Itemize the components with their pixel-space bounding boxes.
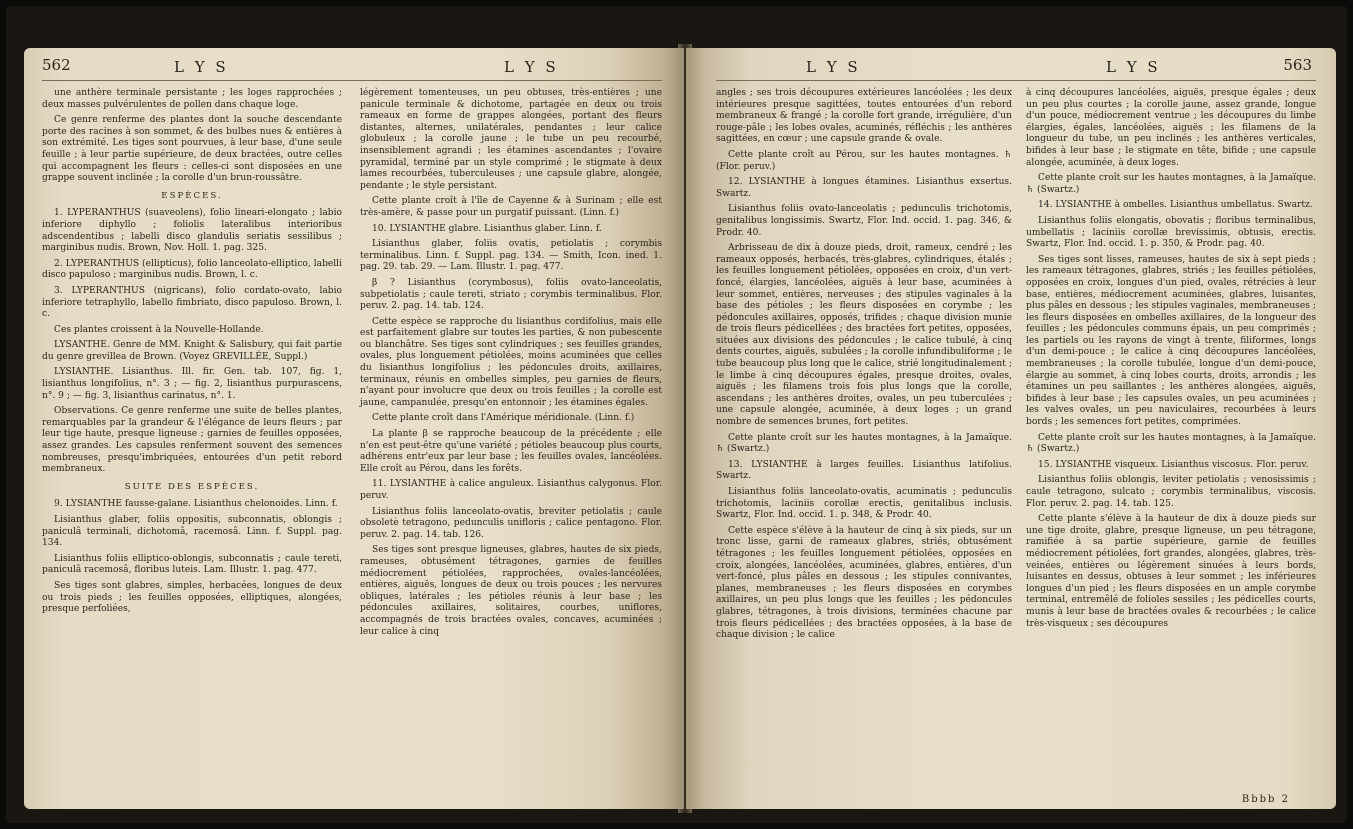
paragraph: Cette plante croît à l'île de Cayenne & à Surinam ; elle est très-amère, & passe pour un purgatif puissant. (Linn. f.) bbox=[360, 196, 662, 218]
right-page-number: 563 bbox=[1283, 56, 1312, 74]
paragraph: Ce genre renferme des plantes dont la souche descendante porte des racines à son sommet, & des bulbes nues & entières à son extrémité. Les tiges sont pourvues, à leur base, d'une seule feuille ; à leur partie supérieure, de deux bractées, outre celles qui accompagnent les fleurs : celles-ci sont disposées en une grappe souvent inclinée ; la corolle d'un brun-roussâtre. bbox=[42, 115, 342, 184]
paragraph: Observations. Ce genre renferme une suite de belles plantes, remarquables par la grandeur & l'élégance de leurs fleurs ; par leur tige haute, presque ligneuse ; garnies de feuilles opposées, assez grandes. Les capsules renferment souvent des semences nombreuses, presqu'imbriquées, entourées d'un petit rebord membraneux. bbox=[42, 406, 342, 475]
paragraph: 13. LYSIANTHE à larges feuilles. Lisianthus latifolius. Swartz. bbox=[716, 459, 1012, 482]
paragraph: Lisianthus foliis ovato-lanceolatis ; pedunculis trichotomis, genitalibus longissimis. Swartz, Flor. Ind. occid. 1. pag. 346, & Prodr. 40. bbox=[716, 204, 1012, 238]
paragraph: 1. LYPERANTHUS (suaveolens), folio lineari-elongato ; labio inferiore diphyllo ; foliolis lateralibus interioribus adscendentibus ; labelli disco glandulis seriatis sessilibus ; marginibus nudis. Brown, Nov. Holl. 1. pag. 325. bbox=[42, 208, 342, 254]
right-running-head-b: L Y S bbox=[1106, 58, 1161, 76]
paragraph: Ses tiges sont presque ligneuses, glabres, hautes de six pieds, rameuses, obtusément tétragones, garnies de feuilles médiocrement pétiolées, rapprochées, ovales-lancéolées, entières, aiguës, longues de deux ou trois pouces ; les nervures obliques, latérales ; les pétioles réunis à leur base ; les pédoncules axillaires, solitaires, courbes, uniflores, accompagnés de trois bractées ovales, concaves, acuminées ; leur calice à cinq bbox=[360, 545, 662, 637]
paragraph: Cette plante croît sur les hautes montagnes, à la Jamaïque. ♄ (Swartz.) bbox=[716, 432, 1012, 455]
paragraph: 11. LYSIANTHE à calice anguleux. Lisianthus calygonus. Flor. peruv. bbox=[360, 479, 662, 501]
paragraph: Lisianthus foliis lanceolato-ovatis, breviter petiolatis ; caule obsoletè tetragono, pedunculis unifloris ; calice pentagono. Flor. peruv. 2. pag. 14. tab. 126. bbox=[360, 506, 662, 540]
paragraph: Cette plante croît dans l'Amérique méridionale. (Linn. f.) bbox=[372, 413, 635, 424]
paragraph: SUITE DES ESPÈCES. bbox=[124, 481, 260, 492]
paragraph: Cette plante croît au Pérou, sur les hautes montagnes. ♄ (Flor. peruv.) bbox=[716, 149, 1012, 172]
right-running-head-a: L Y S bbox=[806, 58, 861, 76]
right-head-rule bbox=[716, 80, 1316, 81]
paragraph: β ? Lisianthus (corymbosus), foliis ovato-lanceolatis, subpetiolatis ; caule tereti, striato ; corymbis terminalibus. Flor. peruv. 2. pag. 14. tab. 124. bbox=[360, 277, 662, 312]
left-running-head-b: L Y S bbox=[504, 58, 559, 76]
paragraph: 12. LYSIANTHE à longues étamines. Lisianthus exsertus. Swartz. bbox=[716, 177, 1012, 199]
book-spread bbox=[6, 6, 1347, 823]
paragraph: LYSANTHE. Genre de MM. Knight & Salisbury, qui fait partie du genre grevillea de Brown. (Voyez GREVILLÉE, Suppl.) bbox=[42, 340, 342, 362]
paragraph: Cette espèce se rapproche du lisianthus cordifolius, mais elle est parfaitement glabre sur toutes les parties, & non pubescente ou blanchâtre. Ses tiges sont cylindriques ; ses feuilles grandes, ovales, plus longuement pétiolées, moins acuminées que celles du lisianthus longifolius ; les pédoncules droits, axillaires, terminaux, réunis en ombelles simples, peu garnies de fleurs, n'ayant pour involucre que deux ou trois feuilles ; la corolle est jaune, campanulée, presqu'en entonnoir ; les étamines égales. bbox=[360, 316, 662, 408]
paragraph: Lisianthus glaber, foliis oppositis, subconnatis, oblongis ; paniculâ terminali, dichotomâ, racemosâ. Linn. f. Suppl. pag. 134. bbox=[42, 515, 342, 549]
paragraph: Lisianthus foliis oblongis, leviter petiolatis ; venosissimis ; caule tetragono, sulcato ; corymbis terminalibus, viscosis. Flor. peruv. 2. pag. 14. tab. 125. bbox=[1026, 475, 1316, 509]
paragraph: angles ; ses trois découpures extérieures lancéolées ; les deux intérieures presque sagittées, toutes entourées d'un rebord membraneux & frangé ; la corolle fort grande, irrégulière, d'un rouge-pâle ; les lobes ovales, acuminés, réfléchis ; les anthères sagittées, en cœur ; une capsule grande & ovale. bbox=[716, 88, 1012, 145]
left-page-number: 562 bbox=[42, 56, 71, 74]
paragraph: Arbrisseau de dix à douze pieds, droit, rameux, cendré ; les rameaux opposés, herbacés, très-glabres, cylindriques, étalés ; les feuilles longuement pétiolées, opposées en croix, d'un vert-foncé, élargies, lancéolées, aiguës à leur base, acuminées à leur sommet, entières, nerveuses ; des stipules vaginales à la base des pétioles ; les fleurs disposées en corymbe ; les pédoncules axillaires, opposés, trifides ; chaque division munie de trois fleurs pédicellées ; des bractées fort petites, opposées, situées aux divisions des pédoncules ; le calice tubulé, à cinq dents courtes, aiguës, subulées ; la corolle infundibuliforme ; le tube beaucoup plus long que le calice, strié longitudinalement ; le limbe à cinq découpures égales, presque droites, ovales, aiguës ; les filamens trois fois plus longs que la corolle, ascendans ; les anthères droites, ovales, un peu tuberculées ; une capsule alongée, acuminée, à deux loges ; un grand nombre de semences brunes, fort petites. bbox=[716, 243, 1012, 428]
left-column-1 bbox=[42, 88, 342, 620]
right-page bbox=[686, 48, 1336, 809]
paragraph: Lisianthus foliis elliptico-oblongis, subconnatis ; caule tereti, paniculâ racemosâ, floribus luteis. Lam. Illustr. 1. pag. 477. bbox=[42, 553, 342, 576]
paragraph: Lisianthus foliis elongatis, obovatis ; floribus terminalibus, umbellatis ; laciniis corollæ brevissimis, obtusis, erectis. Swartz, Flor. Ind. occid. 1. p. 350, & Prodr. pag. 40. bbox=[1026, 215, 1316, 250]
paragraph: Ses tiges sont glabres, simples, herbacées, longues de deux ou trois pieds ; les feuilles opposées, elliptiques, alongées, presque perfoliées, bbox=[42, 580, 342, 615]
paragraph: 2. LYPERANTHUS (ellipticus), folio lanceolato-elliptico, labelli disco papuloso ; marginibus nudis. Brown, l. c. bbox=[42, 258, 342, 281]
paragraph: Lisianthus glaber, foliis ovatis, petiolatis ; corymbis terminalibus. Linn. f. Suppl. pag. 134. — Smith, Icon. ined. 1. pag. 29. tab. 29. — Lam. Illustr. 1. pag. 477. bbox=[360, 239, 662, 273]
right-column-1 bbox=[716, 88, 1012, 646]
paragraph: 14. LYSIANTHE à ombelles. Lisianthus umbellatus. Swartz. bbox=[1038, 200, 1313, 211]
paragraph: Ces plantes croissent à la Nouvelle-Hollande. bbox=[54, 324, 264, 335]
paragraph: 15. LYSIANTHE visqueux. Lisianthus viscosus. Flor. peruv. bbox=[1038, 459, 1309, 470]
paragraph: 10. LYSIANTHE glabre. Lisianthus glaber. Linn. f. bbox=[372, 223, 602, 234]
paragraph: La plante β se rapproche beaucoup de la précédente ; elle n'en est peut-être qu'une variété ; pétioles beaucoup plus courts, adhérens entr'eux par leur base ; les feuilles ovales, lancéolées. Elle croît au Pérou, dans les forêts. bbox=[360, 429, 662, 474]
paragraph: Ses tiges sont lisses, rameuses, hautes de six à sept pieds ; les rameaux tétragones, glabres, striés ; les feuilles pétiolées, opposées en croix, longues d'un pied, ovales, rétrécies à leur base, entières, médiocrement acuminées, glabres, luisantes, plus pâles en dessous ; les stipules vaginales, membraneuses ; les fleurs disposées en ombelles axillaires, de la longueur des feuilles ; les pédoncules communs épais, un peu comprimés ; les partiels ou les rayons de vingt à trente, filiformes, longs d'un demi-pouce ; le calice à cinq découpures lancéolées, membraneuses ; la corolle tubulée, longue d'un demi-pouce, élargie au sommet, à cinq lobes courts, droits, arrondis ; les étamines un peu saillantes ; les anthères alongées, aiguës, bifides à leur base ; les capsules ovales, un peu acuminées ; les valves ovales, un peu naviculaires, recourbées à leurs bords ; les semences fort petites, comprimées. bbox=[1026, 254, 1316, 428]
paragraph: Cette espèce s'élève à la hauteur de cinq à six pieds, sur un tronc lisse, garni de rameaux glabres, striés, obtusément tétragones ; les feuilles longuement pétiolées, opposées en croix, alongées, lancéolées, acuminées, glabres, entières, d'un vert-foncé, plus pâles en dessous ; les stipules connivantes, planes, membraneuses ; les fleurs disposées en corymbes axillaires, un peu plus longs que les feuilles ; les pédoncules glabres, tétragones, à trois divisions, terminées chacune par trois fleurs pédicellées ; des bractées opposées, à la base de chaque division ; le calice bbox=[716, 525, 1012, 641]
paragraph: une anthère terminale persistante ; les loges rapprochées ; deux masses pulvérulentes de pollen dans chaque loge. bbox=[42, 88, 342, 110]
paragraph: ESPÈCES. bbox=[161, 190, 223, 201]
paragraph: LYSIANTHE. Lisianthus. Ill. fir. Gen. tab. 107, fig. 1, lisianthus longifolius, n°. 3 ; — fig. 2, lisianthus purpurascens, n°. 9 ; — fig. 3, lisianthus carinatus, n°. 1. bbox=[42, 367, 342, 401]
paragraph: Lisianthus foliis lanceolato-ovatis, acuminatis ; pedunculis trichotomis, laciniis corollæ erectis, genitalibus inclusis. Swartz, Flor. Ind. occid. 1. p. 348, & Prodr. 40. bbox=[716, 487, 1012, 521]
paragraph: 3. LYPERANTHUS (nigricans), folio cordato-ovato, labio inferiore tetraphyllo, labello fimbriato, disco papuloso. Brown, l. c. bbox=[42, 285, 342, 320]
signature-mark: Bbbb 2 bbox=[1241, 794, 1290, 805]
left-running-head-a: L Y S bbox=[174, 58, 229, 76]
left-head-rule bbox=[42, 80, 662, 81]
paragraph: Cette plante s'élève à la hauteur de dix à douze pieds sur une tige droite, glabre, presque ligneuse, un peu tétragone, ramifiée à sa partie supérieure, garnie de feuilles médiocrement pétiolées, fort grandes, alongées, glabres, très-veinées, entières ou légèrement sinuées à leurs bords, luisantes en dessus, obtuses à leur sommet ; les inférieures longues d'un pied ; les fleurs disposées en un ample corymbe terminal, entremêlé de folioles sessiles ; les pédicelles courts, munis à leur base de bractées ovales & recourbées ; le calice très-visqueux ; ses découpures bbox=[1026, 514, 1316, 629]
paragraph: à cinq découpures lancéolées, aiguës, presque égales ; deux un peu plus courtes ; la corolle jaune, assez grande, longue d'un pouce, médiocrement ventrue ; les découpures du limbe élargies, égales, lancéolées, aiguës ; les filamens de la longueur du tube, un peu inclinés ; les anthères verticales, bifides à leur base ; le stigmate en tête, bifide ; une capsule alongée, acuminée, à deux loges. bbox=[1026, 88, 1316, 168]
paragraph: Cette plante croît sur les hautes montagnes, à la Jamaïque. ♄ (Swartz.) bbox=[1026, 173, 1316, 195]
left-page bbox=[24, 48, 684, 809]
paragraph: légèrement tomenteuses, un peu obtuses, très-entières ; une panicule terminale & dichotome, partagée en deux ou trois rameaux en forme de grappes alongées, portant des fleurs distantes, alternes, unilatérales, pendantes ; leur calice globuleux ; la corolle jaune ; le tube un peu recourbé, insensiblement agrandi ; les étamines ascendantes ; l'ovaire pyramidal, terminé par un style comprimé ; le stigmate à deux lames recourbées, tuberculeuses ; une capsule glabre, alongée, pendante ; le style persistant. bbox=[360, 88, 662, 191]
right-column-2 bbox=[1026, 88, 1316, 634]
paragraph: Cette plante croît sur les hautes montagnes, à la Jamaïque. ♄ (Swartz.) bbox=[1026, 432, 1316, 455]
paragraph: 9. LYSIANTHE fausse-galane. Lisianthus chelonoides. Linn. f. bbox=[54, 499, 338, 510]
left-column-2 bbox=[360, 88, 662, 642]
